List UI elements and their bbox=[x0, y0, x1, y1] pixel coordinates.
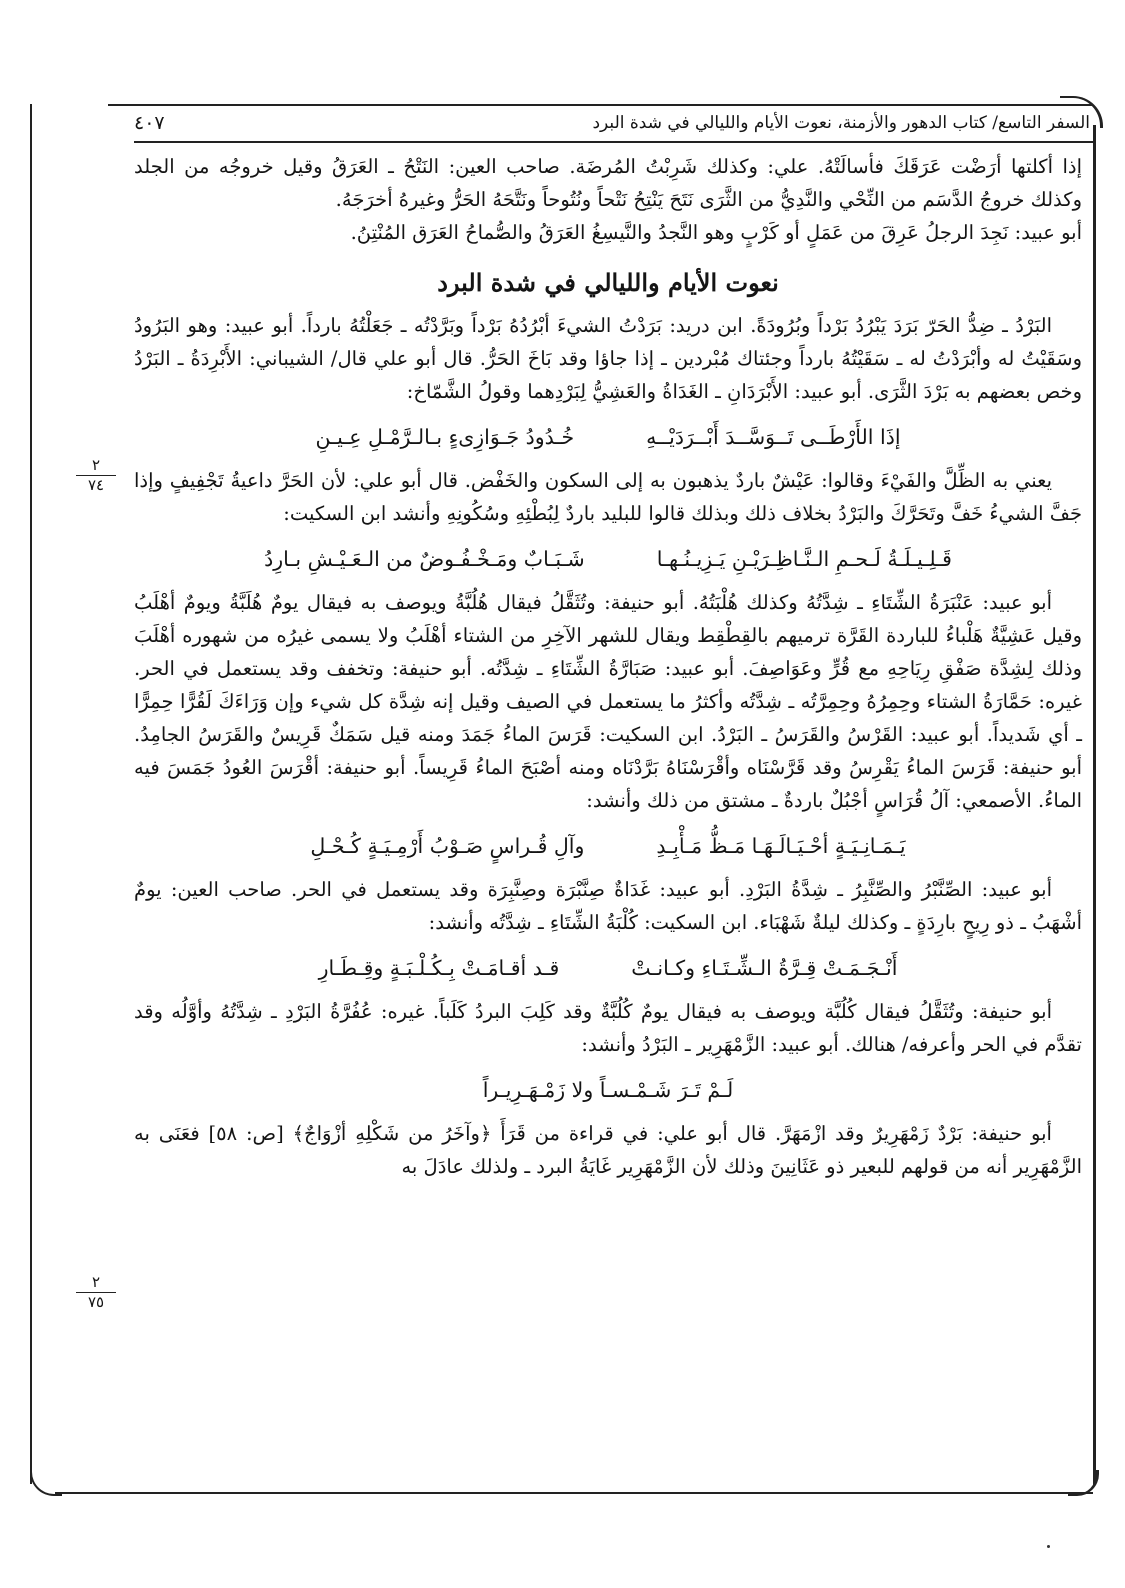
body-paragraph: أبو حنيفة: بَرْدٌ زَمْهَرِيرٌ وقد ازْمَهَرَّ. قال أبو علي: في قراءة من قَرَأَ ﴿وآخَرُ من شَكْلِهِ أزْوَاجٌ﴾ [ص: ٥٨] فعَنَى به الزَّمْهَرِير أنه من قولهم للبعير ذو عَثَانِينَ وذلك لأن الزَّمْهَرِير غَايَةُ البرد ـ ولذلك عادَلَ به bbox=[134, 1122, 1082, 1178]
body-paragraph: إذا أكلتها أرَضْت عَرَقَكَ فأسالَتْهُ. علي: وكذلك شَرِبْتُ المُرضَة. صاحب العين: النَتْحُ ـ العَرَقُ وقيل خروجُه من الجلد وكذلك خروجُ الدَّسَم من النِّحْي والنَّدِيُّ من الثَّرَى نَتَحَ يَنْتِحُ نَتْحاً ونُتُوحاً ونَتَّحَهُ الحَرُّ وغيرهُ أخرَجَهُ. bbox=[134, 155, 1082, 211]
margin-folio-note bbox=[76, 1274, 116, 1311]
header-rule bbox=[134, 141, 1094, 143]
verse-hemistich-second: شَـبَـابٌ ومَـخْـفُـوضٌ من الـعَـيْـشِ بـارِدُ bbox=[264, 547, 585, 571]
verse-hemistich-second: خُـدُودُ جَـوَازِىءٍ بـالـرَّمْـلِ عِـيـنِ bbox=[315, 425, 575, 449]
body-paragraph: أبو حنيفة: وتُثَقَّلُ فيقال كُلُبَّة ويوصف به فيقال يومٌ كُلُبَّةٌ وقد كَلِبَ البردُ كَلَباً. غيره: عُفُرَّةُ البَرْدِ ـ شِدَّتُهُ وأوَّلُه وقد تقدَّم في الحر وأعرفه/ هنالك. أبو عبيد: الزَّمْهَرِير ـ البَرْدُ وأنشد: bbox=[134, 1000, 1082, 1056]
poetry-verse bbox=[134, 1073, 1082, 1107]
margin-note-numerator: ٢ bbox=[76, 1274, 116, 1293]
section-title: نعوت الأيام والليالي في شدة البرد bbox=[437, 268, 779, 297]
verse-hemistich-first: يَـمَـانِـيَـةٍ أحْـيَـالَـهَـا مَـظُّ مَـأْبِـدِ bbox=[656, 834, 906, 858]
margin-note-numerator: ٢ bbox=[76, 457, 116, 476]
verse-hemistich: لَـمْ تَـرَ شَـمْـسـاً ولا زَمْـهَـرِيـراً bbox=[482, 1078, 734, 1102]
page-frame-corner bbox=[30, 1470, 62, 1496]
verse-hemistich-first: قَـلِـيـلَـةُ لَـحـمِ الـنَّـاظِـرَيْـنِ يَـزِيـنُـهـا bbox=[656, 547, 952, 571]
poetry-verse bbox=[134, 951, 1082, 985]
page-frame-bottom bbox=[55, 1492, 1093, 1494]
margin-note-denominator: ٧٤ bbox=[87, 476, 105, 494]
body-paragraph: أبو عبيد: عَنْبَرَةُ الشِّتَاءِ ـ شِدَّتُهُ وكذلك هُلْبَتُهُ. أبو حنيفة: وتُثَقَّلُ فيقال هُلُبَّةُ ويوصف به فيقال يومٌ هُلَبَّةُ ويومٌ أهْلَبُ وقيل عَشِيَّةٌ هَلْباءُ للباردة القَرَّة ترميهم بالقِطْقِط ويقال للشهر الآخِرِ من الشتاء أهْلَبُ ولا يسمى غيرُه من شهوره أهْلَبَ وذلك لِشِدَّة صَفْقِ رِيَاحِهِ مع قُرٍّ وعَوَاصِفَ. أبو عبيد: صَبَارَّةُ الشِّتَاءِ ـ شِدَّتُه. أبو حنيفة: وتخفف وقد يستعمل في الحر. غيره: حَمَّارَةُ الشتاء وحِمِرُهُ وحِمِرَّتُه ـ شِدَّتُه وأكثرُ ما يستعمل في الصيف وقيل إنه شِدَّة كل شيء وإن وَرَاءَكَ لَقُرًّا حِمِرًّا ـ أي شَديداً. أبو عبيد: القَرْسُ والقَرَسُ ـ البَرْدُ. ابن السكيت: قَرَسَ الماءُ جَمَدَ ومنه قيل سَمَكٌ قَرِيسٌ والقَرَسُ الجامِدُ. أبو حنيفة: قَرَسَ الماءُ يَقْرِسُ وقد قَرَّسْنَاه وأقْرَسْنَاهُ بَرَّدْنَاه ومنه أصْبَحَ الماءُ قَرِيساً. أبو حنيفة: أقْرَسَ العُودُ جَمَسَ فيه الماءُ. الأصمعي: آلُ قُرَاسٍ أجْبُلٌ باردةٌ ـ مشتق من ذلك وأنشد: bbox=[134, 591, 1082, 812]
margin-folio-note bbox=[76, 457, 116, 494]
body-paragraph: أبو عبيد: الصِّنَّبْرُ والصِّنَّبِرُ ـ شِدَّةُ البَرْدِ. أبو عبيد: غَدَاةٌ صِنَّبْرَة وصِنَّبِرَة وقد يستعمل في الحر. صاحب العين: يومٌ أشْهَبُ ـ ذو رِيحٍ بارِدَةٍ ـ وكذلك ليلةٌ شَهْبَاء. ابن السكيت: كُلْبَةُ الشِّتَاءِ ـ شِدَّتُه وأنشد: bbox=[134, 878, 1082, 934]
page-frame-right bbox=[1093, 125, 1096, 1485]
verse-hemistich-second: قـد أقـامَـتْ بِـكُـلْـبَـةٍ وقِـطَـارِ bbox=[318, 956, 560, 980]
verse-hemistich-first: أَنْـجَـمَـتْ قِـرَّةُ الـشِّـتَـاءِ وكـانـتْ bbox=[631, 956, 898, 980]
page-frame-corner bbox=[1068, 1470, 1099, 1496]
running-title: السفر التاسع/ كتاب الدهور والأزمنة، نعوت الأيام والليالي في شدة البرد bbox=[592, 113, 1090, 133]
poetry-verse bbox=[134, 829, 1082, 863]
verse-hemistich-second: وآلِ قُـراسٍ صَـوْبُ أَرْمِـيَـةٍ كُـحْـلِ bbox=[310, 834, 585, 858]
verse-hemistich-first: إذَا الأَرْطَــى تَــوَسَّــدَ أَبْــرَدَيْــهِ bbox=[646, 425, 901, 449]
page-body bbox=[134, 150, 1082, 1183]
scan-speck bbox=[1047, 1545, 1050, 1548]
body-paragraph: البَرْدُ ـ ضِدُّ الحَرّ بَرَدَ يَبْرُدُ بَرْداً وبُرُودَةً. ابن دريد: بَرَدْتُ الشيءَ أبْرُدُهُ بَرْداً وبَرَّدْتُه ـ جَعَلْتُهُ بارداً. أبو عبيد: وهو البَرُودُ وسَقَيْتُ له وأبْرَدْتُ له ـ سَقَيْتُهُ بارداً وجئتاك مُبْردين ـ إذا جاؤا وقد بَاخَ الحَرُّ. قال أبو علي قال/ الشيباني: الأَبْرِدَةُ ـ البَرْدُ وخص بعضهم به بَرْدَ الثَّرَى. أبو عبيد: الأَبْرَدَانِ ـ الغَدَاةُ والعَشِيُّ لِبَرْدِهما وقولُ الشَّمّاخ: bbox=[134, 314, 1082, 403]
margin-note-denominator: ٧٥ bbox=[87, 1293, 105, 1311]
poetry-verse bbox=[134, 420, 1082, 454]
body-paragraph: أبو عبيد: نَجِدَ الرجلُ عَرِقَ من عَمَلٍ أو كَرْبٍ وهو النَّجدُ والنَّيسِغُ العَرَقُ والصُّماحُ العَرَق المُنْتِنُ. bbox=[350, 221, 1082, 244]
poetry-verse bbox=[134, 542, 1082, 576]
page-frame-left bbox=[30, 104, 32, 1484]
running-header bbox=[134, 106, 1090, 140]
body-paragraph: يعني به الظِّلَّ والفَيْءَ وقالوا: عَيْشٌ باردٌ يذهبون به إلى السكون والخَفْض. قال أبو علي: لأن الحَرَّ داعيةُ تَجْفِيفٍ وإذا جَفَّ الشيءُ خَفَّ وتَحَرَّكَ والبَرْدُ بخلاف ذلك وبذلك قالوا للبليد باردٌ لِبُطْئِهِ وسُكُونِهِ وأنشد ابن السكيت: bbox=[134, 469, 1082, 525]
page-number: ٤٠٧ bbox=[134, 112, 165, 134]
